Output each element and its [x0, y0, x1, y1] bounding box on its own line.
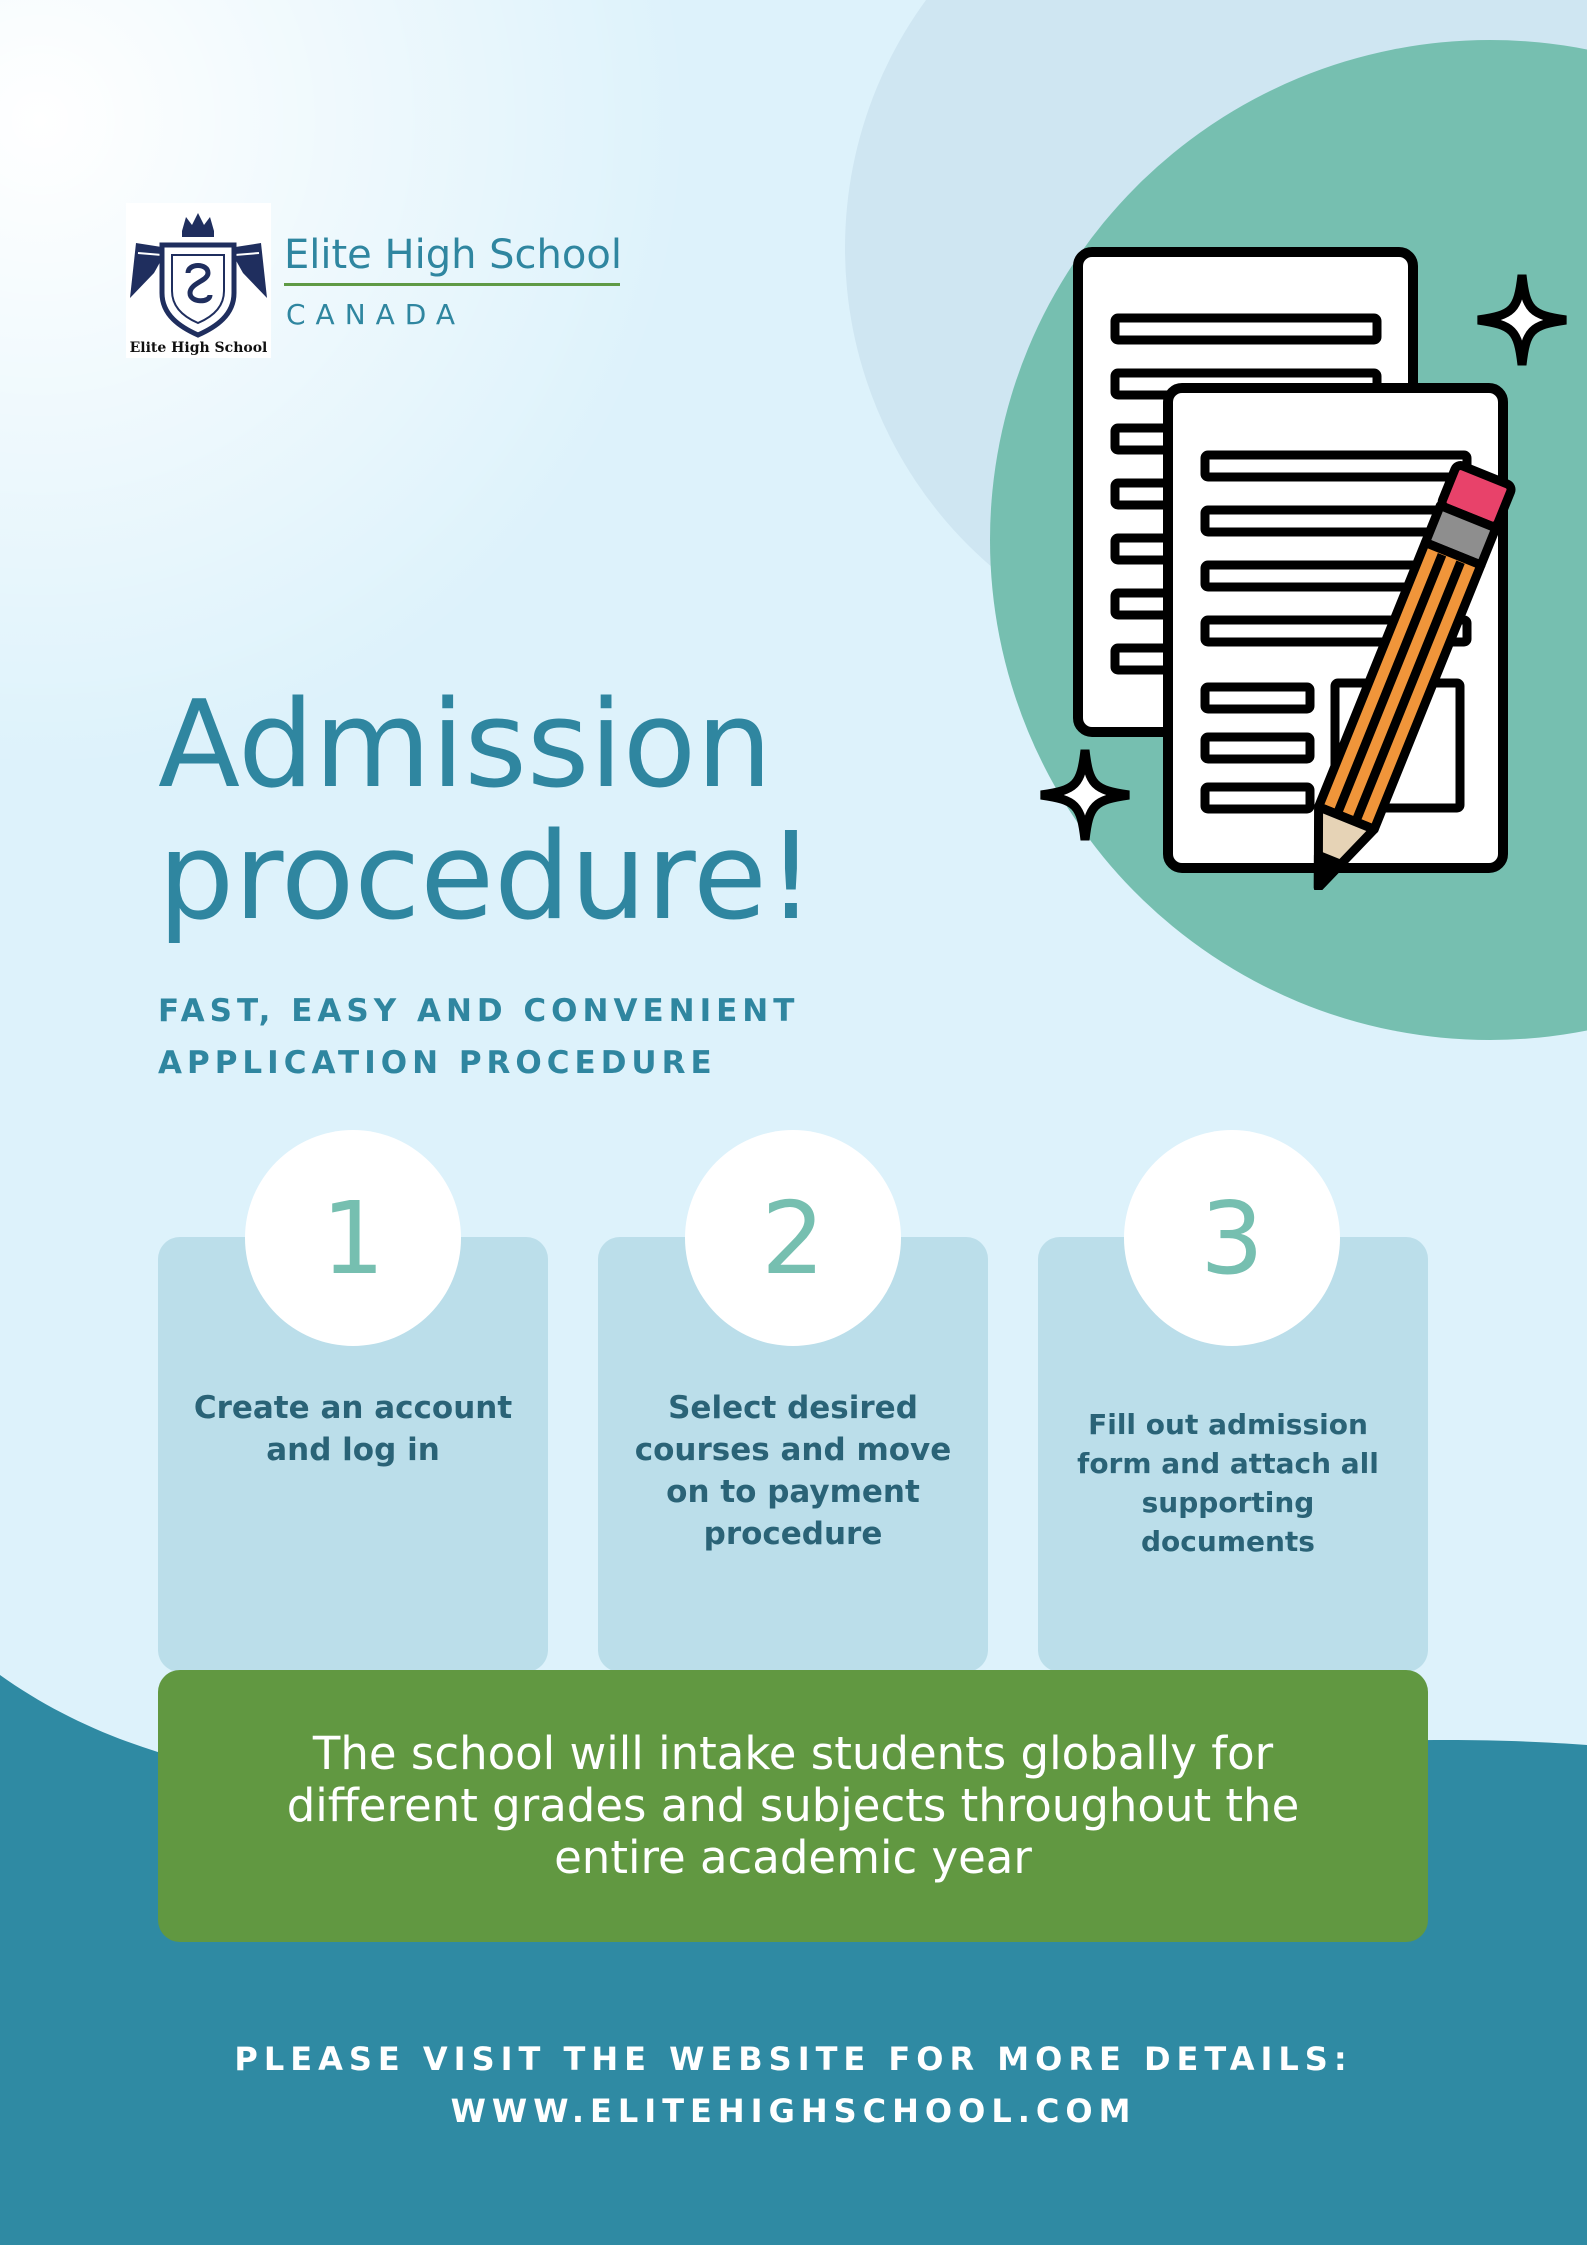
school-name: Elite High School	[284, 232, 622, 278]
school-name-underline	[284, 283, 620, 286]
page-title	[158, 676, 858, 947]
school-crest-icon	[126, 203, 271, 358]
step-text-3: Fill out admission form and attach all supporting documents	[1077, 1408, 1379, 1558]
documents-with-pencil-icon	[1025, 240, 1585, 890]
school-country: CANADA	[286, 298, 466, 331]
sparkle-icon	[1478, 275, 1566, 365]
tagline-line1: FAST, EASY AND CONVENIENT	[158, 993, 800, 1029]
tagline-line2: APPLICATION PROCEDURE	[158, 1045, 717, 1081]
step-number-3: 3	[1124, 1130, 1340, 1346]
info-banner	[158, 1670, 1428, 1942]
info-banner-text: The school will intake students globally for different grades and subjects throughout the entire academic year	[286, 1727, 1300, 1884]
step-text-1: Create an account and log in	[193, 1390, 513, 1468]
step-number-2: 2	[685, 1130, 901, 1346]
step-text-2: Select desired courses and move on to payment procedure	[634, 1390, 952, 1552]
school-logo	[126, 203, 271, 358]
page-title-line2: procedure!	[158, 808, 815, 947]
website-link[interactable]: WWW.ELITEHIGHSCHOOL.COM	[450, 2092, 1137, 2130]
logo-text: Elite High School	[129, 340, 268, 356]
tagline	[158, 985, 878, 1089]
step-number-1: 1	[245, 1130, 461, 1346]
page-title-line1: Admission	[158, 676, 773, 815]
sparkle-icon	[1041, 750, 1129, 840]
footer-text: PLEASE VISIT THE WEBSITE FOR MORE DETAILS:	[234, 2040, 1353, 2078]
